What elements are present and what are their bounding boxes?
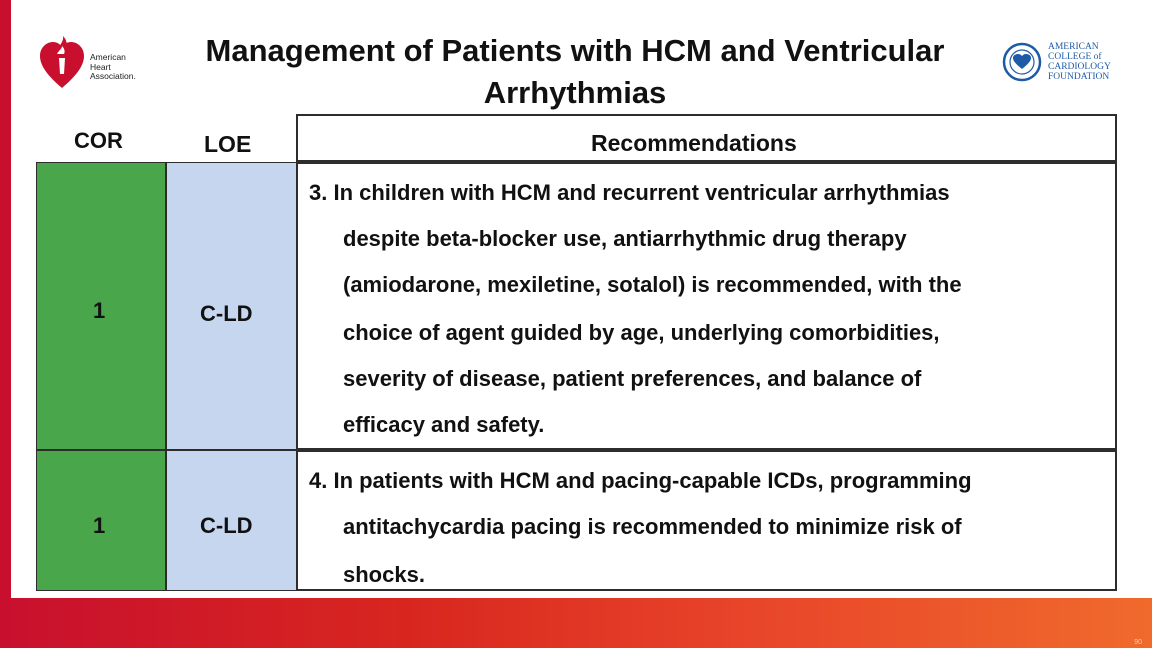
- row2-loe-value: C-LD: [200, 513, 253, 538]
- row2-line-1: 4. In patients with HCM and pacing-capable ICDs, programming: [309, 468, 972, 493]
- page-number: 90: [1134, 639, 1142, 646]
- row1-line-1: 3. In children with HCM and recurrent ventricular arrhythmias: [309, 180, 950, 205]
- header-cor: COR: [74, 128, 123, 153]
- page-title: [130, 30, 1020, 114]
- left-accent-bar: [0, 0, 11, 600]
- aha-text-1: American: [90, 52, 126, 62]
- header-loe: LOE: [204, 131, 252, 157]
- header-recommendations: Recommendations: [591, 130, 797, 156]
- row2-cor-cell: [36, 450, 166, 591]
- footer-band: [0, 598, 1152, 648]
- row2-loe-cell: [166, 450, 297, 591]
- row2-line-3: shocks.: [343, 562, 425, 587]
- header-recommendations-cell: [296, 114, 1117, 162]
- row1-cor-value: 1: [93, 298, 106, 323]
- row1-recommendation-cell: [296, 162, 1117, 450]
- row1-cor-cell: [36, 162, 166, 450]
- row1-loe-cell: [166, 162, 297, 450]
- acc-text-3: CARDIOLOGY: [1048, 62, 1111, 72]
- title-line-1: Management of Patients with HCM and Ventricular: [205, 33, 945, 68]
- acc-text-4: FOUNDATION: [1048, 72, 1110, 82]
- row1-line-3: (amiodarone, mexiletine, sotalol) is recommended, with the: [343, 272, 962, 297]
- acc-text-1: AMERICAN: [1048, 42, 1099, 52]
- row1-line-5: severity of disease, patient preferences, and balance of: [343, 366, 922, 391]
- acc-text-2: COLLEGE of: [1048, 52, 1102, 62]
- row1-line-2: despite beta-blocker use, antiarrhythmic drug therapy: [343, 226, 907, 251]
- row1-loe-value: C-LD: [200, 301, 253, 326]
- title-line-2: Arrhythmias: [483, 75, 667, 110]
- row2-recommendation-cell: [296, 450, 1117, 591]
- row1-line-4: choice of agent guided by age, underlying comorbidities,: [343, 320, 940, 345]
- row2-line-2: antitachycardia pacing is recommended to minimize risk of: [343, 514, 962, 539]
- row2-cor-value: 1: [93, 513, 106, 538]
- row1-line-6: efficacy and safety.: [343, 412, 545, 437]
- aha-text-3: Association.: [90, 71, 136, 81]
- aha-text-2: Heart: [90, 61, 111, 72]
